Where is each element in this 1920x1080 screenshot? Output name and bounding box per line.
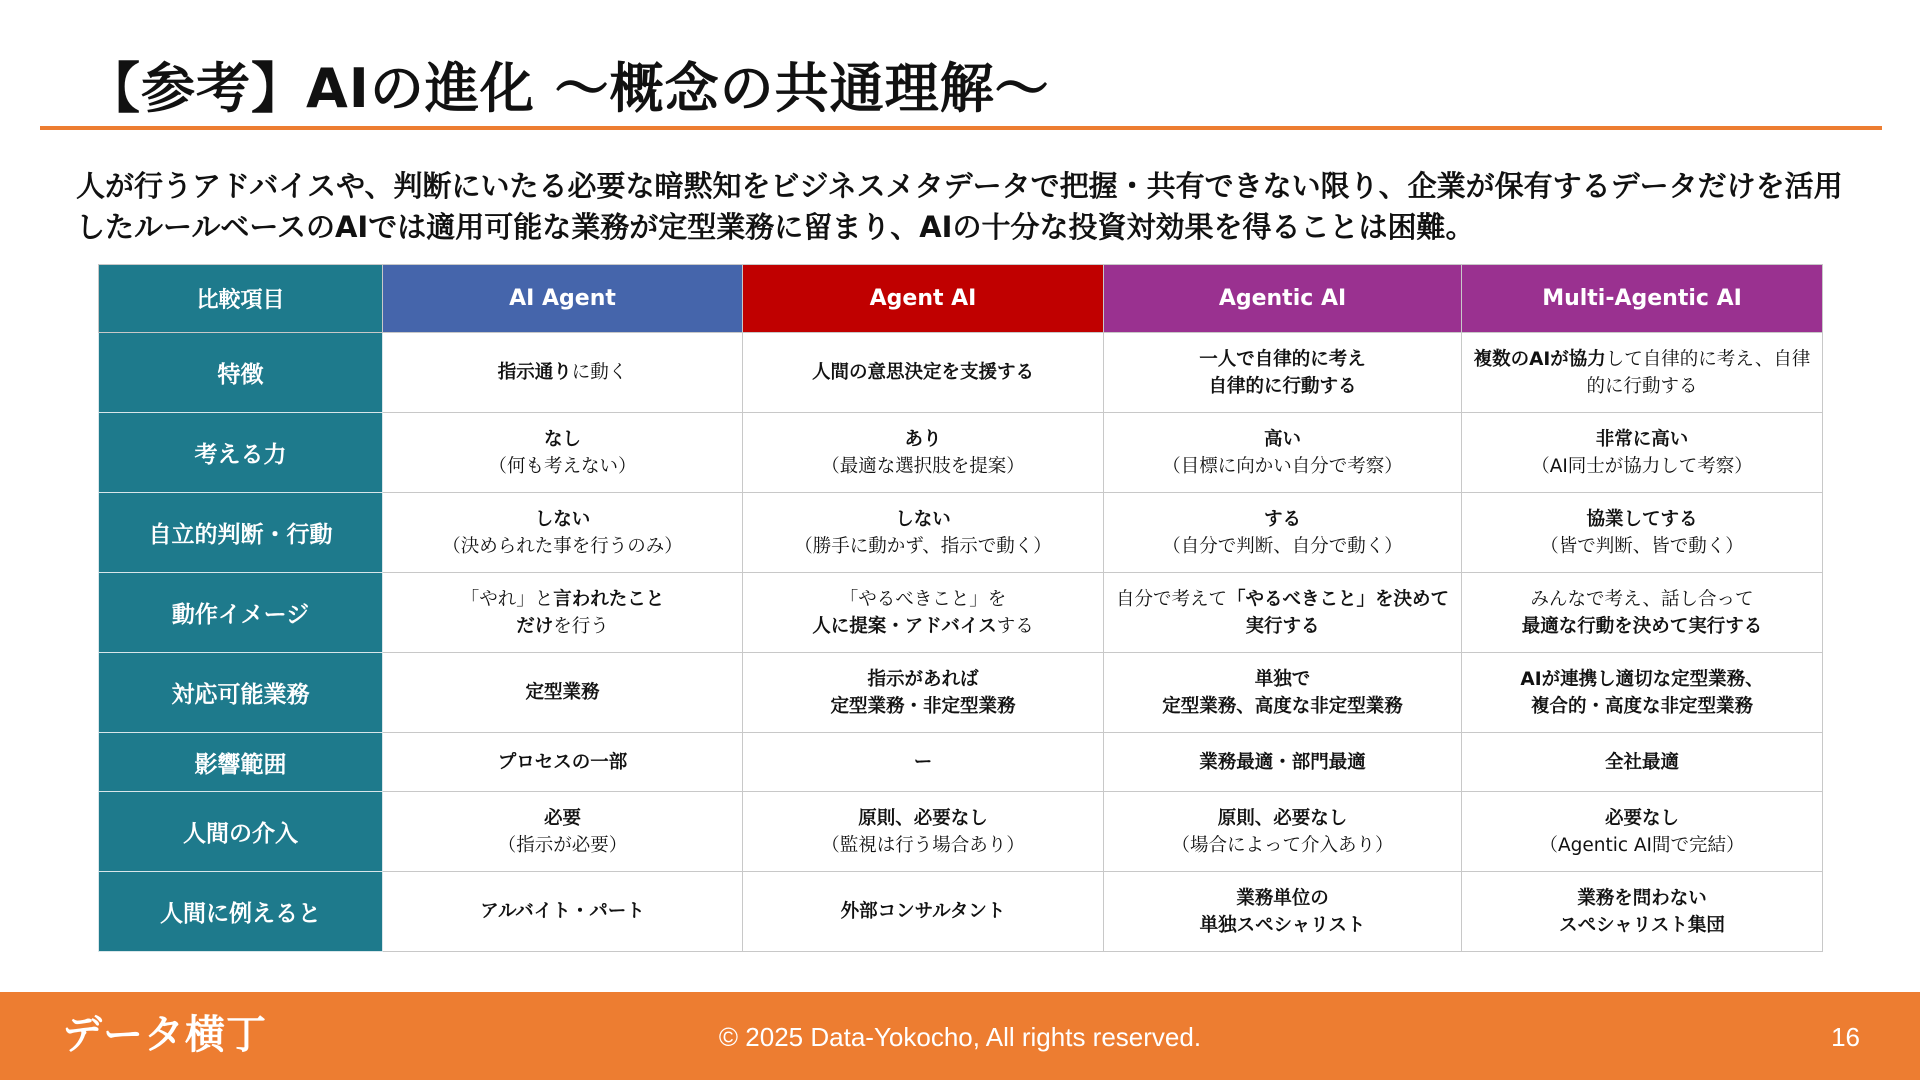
cell-text-bold: 単独スペシャリスト	[1199, 914, 1366, 936]
table-row	[99, 792, 1823, 872]
row-header-label: 対応可能業務	[99, 653, 383, 733]
lead-text: 人が行うアドバイスや、判断にいたる必要な暗黙知をビジネスメタデータで把握・共有できない限り、企業が保有するデータだけを活用したルールベースのAIでは適用可能な業務が定型業務に留まり、AIの十分な投資対効果を得ることは困難。	[76, 169, 1843, 244]
cell-text: して自律的に考え、自律的に行動する	[1586, 348, 1811, 397]
column-header: Agentic AI	[1104, 265, 1462, 333]
cell-text-bold: ー	[913, 751, 933, 773]
table-row	[99, 573, 1823, 653]
cell-text-bold: 協業してする	[1586, 508, 1698, 530]
table-cell	[1104, 333, 1462, 413]
cell-text-bold: 定型業務	[525, 682, 600, 703]
cell-text: （場合によって介入あり）	[1171, 834, 1394, 856]
table-cell	[383, 493, 743, 573]
column-header: AI Agent	[383, 265, 743, 333]
cell-text-bold: 単独で	[1254, 668, 1311, 690]
row-header-label: 考える力	[99, 413, 383, 493]
table-row	[99, 872, 1823, 952]
cell-text-bold: 必要なし	[1604, 807, 1679, 829]
cell-text-bold: 「やるべきこと」を決めて実行する	[1227, 588, 1450, 637]
cell-text-bold: 言われたこと	[553, 588, 665, 610]
row-header-label: 動作イメージ	[99, 573, 383, 653]
cell-text: に動く	[571, 362, 628, 383]
cell-text: （監視は行う場合あり）	[821, 834, 1025, 856]
cell-text-bold: 自律的に行動する	[1208, 375, 1357, 397]
copyright-text: © 2025 Data-Yokocho, All rights reserved.	[718, 1022, 1202, 1052]
cell-text-bold: 最適な行動を決めて実行する	[1521, 615, 1763, 637]
cell-text-bold: スペシャリスト集団	[1559, 914, 1725, 936]
table-cell	[1462, 333, 1823, 413]
cell-text-bold: 複数のAIが協力	[1473, 348, 1606, 370]
cell-text-bold: 複合的・高度な非定型業務	[1530, 695, 1753, 717]
slide-title: 【参考】AIの進化 ～概念の共通理解～	[86, 57, 1050, 120]
cell-text-bold: 原則、必要なし	[858, 807, 988, 829]
cell-text-bold: あり	[904, 428, 942, 450]
table-row	[99, 733, 1823, 792]
table-cell	[383, 733, 743, 792]
cell-text-bold: なし	[543, 428, 581, 450]
table-cell	[1462, 653, 1823, 733]
cell-text-bold: 原則、必要なし	[1217, 807, 1348, 829]
comparison-table	[98, 264, 1823, 952]
table-cell	[743, 653, 1104, 733]
table-cell	[383, 333, 743, 413]
cell-text-bold: 定型業務・非定型業務	[830, 695, 1016, 717]
table-cell	[1104, 872, 1462, 952]
cell-text-bold: 非常に高い	[1595, 428, 1689, 450]
cell-text: （決められた事を行うのみ）	[442, 535, 683, 557]
table-cell	[383, 653, 743, 733]
cell-text-bold: プロセスの一部	[497, 751, 628, 773]
cell-text-bold: 定型業務、高度な非定型業務	[1162, 695, 1403, 717]
cell-text: （Agentic AI間で完結）	[1539, 834, 1745, 856]
table-cell	[1462, 872, 1823, 952]
table-cell	[1462, 413, 1823, 493]
row-header-label: 影響範囲	[99, 733, 383, 792]
row-header-label: 特徴	[99, 333, 383, 413]
column-header: Agent AI	[743, 265, 1104, 333]
table-row	[99, 493, 1823, 573]
table-cell	[383, 792, 743, 872]
cell-text: （指示が必要）	[497, 834, 628, 856]
table-cell	[1104, 493, 1462, 573]
table-cell	[1462, 573, 1823, 653]
cell-text: （皆で判断、皆で動く）	[1540, 535, 1744, 557]
column-header: Multi-Agentic AI	[1462, 265, 1823, 333]
cell-text-bold: アルバイト・パート	[480, 901, 645, 922]
table-cell	[1462, 493, 1823, 573]
cell-text-bold: 外部コンサルタント	[840, 901, 1006, 922]
cell-text-bold: 指示通り	[497, 362, 572, 383]
table-cell	[743, 792, 1104, 872]
table-cell	[1104, 733, 1462, 792]
cell-text: （勝手に動かず、指示で動く）	[794, 535, 1052, 557]
cell-text-bold: 一人で自律的に考え	[1199, 348, 1366, 370]
table-cell	[743, 733, 1104, 792]
cell-text-bold: 指示があれば	[867, 668, 979, 690]
title-underline	[40, 126, 1882, 130]
brand-logo: データ横丁	[62, 1012, 267, 1058]
header-corner-label: 比較項目	[99, 265, 383, 333]
table-cell	[1104, 792, 1462, 872]
table-cell	[743, 573, 1104, 653]
cell-text-bold: しない	[534, 508, 591, 530]
table-cell	[743, 413, 1104, 493]
cell-text-bold: AIが連携し適切な定型業務、	[1520, 668, 1764, 690]
row-header-label: 人間の介入	[99, 792, 383, 872]
table-cell	[743, 872, 1104, 952]
row-header-label: 自立的判断・行動	[99, 493, 383, 573]
table-cell	[1462, 733, 1823, 792]
cell-text: する	[996, 615, 1034, 637]
table-cell	[383, 872, 743, 952]
table-row	[99, 653, 1823, 733]
table-cell	[1104, 653, 1462, 733]
cell-text: （目標に向かい自分で考察）	[1162, 455, 1403, 477]
cell-text: （自分で判断、自分で動く）	[1162, 535, 1403, 557]
cell-text: みんなで考え、話し合って	[1530, 588, 1754, 610]
cell-text-bold: だけ	[516, 615, 554, 637]
cell-text-bold: する	[1263, 508, 1301, 530]
table-row	[99, 333, 1823, 413]
cell-text-bold: 業務を問わない	[1577, 887, 1707, 909]
table-cell	[743, 493, 1104, 573]
cell-text: （最適な選択肢を提案）	[821, 455, 1025, 477]
table-cell	[1104, 573, 1462, 653]
table-cell	[1104, 413, 1462, 493]
cell-text-bold: 人に提案・アドバイス	[812, 615, 997, 637]
table-header-row	[99, 265, 1823, 333]
cell-text-bold: 業務単位の	[1236, 887, 1329, 909]
cell-text: （AI同士が協力して考察）	[1531, 455, 1753, 477]
cell-text: （何も考えない）	[488, 455, 637, 477]
row-header-label: 人間に例えると	[99, 872, 383, 952]
table-cell	[383, 573, 743, 653]
table-cell	[1462, 792, 1823, 872]
page-number: 16	[1831, 1022, 1860, 1052]
cell-text: 「やるべきこと」を	[839, 588, 1007, 610]
cell-text-bold: 必要	[543, 807, 581, 829]
cell-text: を行う	[553, 615, 609, 637]
cell-text-bold: 高い	[1263, 428, 1301, 450]
cell-text: 「やれ」と	[460, 588, 554, 610]
cell-text: 自分で考えて	[1115, 588, 1227, 610]
cell-text-bold: 業務最適・部門最適	[1199, 751, 1366, 773]
table-body	[99, 333, 1823, 952]
table-row	[99, 413, 1823, 493]
table-cell	[383, 413, 743, 493]
cell-text-bold: 全社最適	[1604, 751, 1679, 773]
table-cell	[743, 333, 1104, 413]
cell-text-bold: しない	[895, 508, 951, 530]
cell-text-bold: 人間の意思決定を支援する	[811, 362, 1034, 383]
